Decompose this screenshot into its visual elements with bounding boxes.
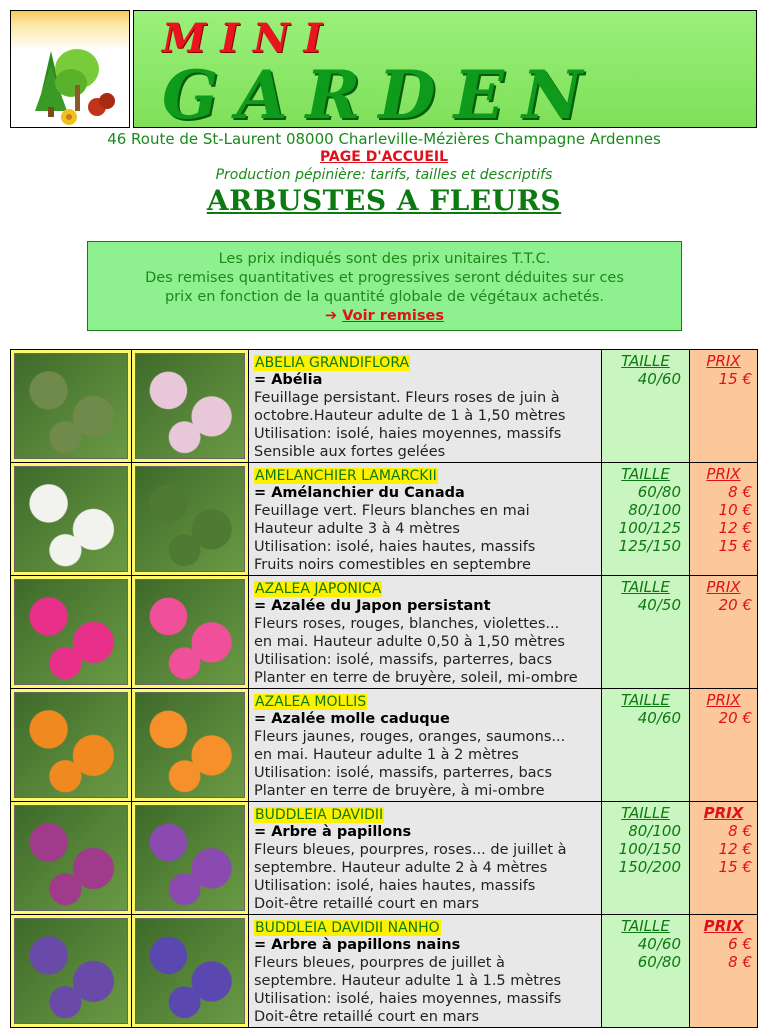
price-cell [689, 802, 757, 914]
notice-line-3: prix en fonction de la quantité globale de végétaux achetés. [164, 289, 605, 305]
product-detail-line: octobre.Hauteur adulte de 1 à 1,50 mètres [254, 408, 566, 424]
price-value: 10 € [718, 501, 752, 519]
product-detail-line: en mai. Hauteur adulte 1 à 2 mètres [254, 747, 519, 763]
price-header: PRIX [706, 578, 741, 596]
table-row [11, 915, 757, 1027]
product-description [248, 689, 601, 801]
product-photo[interactable] [14, 466, 128, 572]
product-photo-cell [131, 463, 248, 575]
size-value: 40/50 [637, 596, 681, 614]
price-value: 12 € [718, 840, 752, 858]
product-detail-line: Utilisation: isolé, haies hautes, massifs [254, 539, 536, 555]
size-value: 125/150 [618, 537, 681, 555]
price-value: 8 € [728, 483, 752, 501]
product-table [10, 349, 758, 1028]
product-description [248, 802, 601, 914]
product-common-name: = Arbre à papillons nains [254, 937, 461, 953]
product-detail-line: Doit-être retaillé court en mars [254, 896, 480, 912]
remises-link[interactable] [88, 307, 681, 326]
price-value: 15 € [718, 370, 752, 388]
product-photo[interactable] [14, 692, 128, 798]
product-detail-line: Utilisation: isolé, haies hautes, massifs [254, 878, 536, 894]
price-cell [689, 576, 757, 688]
table-row [11, 802, 757, 915]
size-value: 40/60 [637, 935, 681, 953]
address: 46 Route de St-Laurent 08000 Charleville-Mézières Champagne Ardennes [107, 130, 661, 148]
product-detail-line: Utilisation: isolé, haies moyennes, massifs [254, 991, 562, 1007]
price-value: 6 € [728, 935, 752, 953]
size-cell [601, 802, 689, 914]
price-value: 8 € [728, 953, 752, 971]
product-photo-cell [11, 915, 131, 1027]
product-latin-name: BUDDLEIA DAVIDII NANHO [255, 920, 440, 936]
price-cell [689, 463, 757, 575]
price-notice [87, 241, 682, 331]
product-photo[interactable] [14, 579, 128, 685]
remises-link-label[interactable]: Voir remises [342, 308, 444, 324]
product-detail-line: septembre. Hauteur adulte 2 à 4 mètres [254, 860, 548, 876]
product-description [248, 350, 601, 462]
product-common-name: = Abélia [254, 372, 323, 388]
price-header: PRIX [706, 691, 741, 709]
product-photo[interactable] [14, 918, 128, 1024]
size-value: 150/200 [618, 858, 681, 876]
product-detail-line: Fleurs bleues, pourpres, roses... de juillet à [254, 842, 567, 858]
size-header: TAILLE [621, 578, 670, 596]
price-value: 20 € [718, 709, 752, 727]
product-detail-line: Fleurs jaunes, rouges, oranges, saumons... [254, 729, 566, 745]
product-detail-line: Fleurs roses, rouges, blanches, violettes... [254, 616, 560, 632]
product-photo-cell [131, 802, 248, 914]
home-link[interactable]: PAGE D'ACCUEIL [319, 149, 449, 165]
product-common-name: = Azalée du Japon persistant [254, 598, 491, 614]
size-header: TAILLE [621, 917, 670, 935]
product-photo[interactable] [135, 466, 245, 572]
price-header: PRIX [703, 804, 744, 822]
table-row [11, 463, 757, 576]
product-latin-name: AZALEA JAPONICA [255, 581, 382, 597]
product-description [248, 915, 601, 1027]
table-row [11, 689, 757, 802]
product-description [248, 463, 601, 575]
size-header: TAILLE [621, 804, 670, 822]
size-cell [601, 915, 689, 1027]
price-value: 20 € [718, 596, 752, 614]
product-latin-name: AMELANCHIER LAMARCKII [255, 468, 437, 484]
product-photo[interactable] [135, 918, 245, 1024]
price-value: 15 € [718, 858, 752, 876]
product-photo-cell [11, 463, 131, 575]
logo-image[interactable] [10, 10, 130, 128]
product-detail-line: Feuillage vert. Fleurs blanches en mai [254, 503, 530, 519]
product-detail-line: Feuillage persistant. Fleurs roses de juin à [254, 390, 560, 406]
notice-line-1: Les prix indiqués sont des prix unitaires T.T.C. [218, 251, 551, 267]
product-detail-line: Hauteur adulte 3 à 4 mètres [254, 521, 460, 537]
product-common-name: = Arbre à papillons [254, 824, 412, 840]
production-subtitle: Production pépinière: tarifs, tailles et descriptifs [215, 167, 553, 183]
table-row [11, 576, 757, 689]
price-cell [689, 915, 757, 1027]
site-banner [133, 10, 757, 128]
product-photo-cell [11, 350, 131, 462]
size-value: 80/100 [628, 501, 681, 519]
product-photo-cell [131, 350, 248, 462]
product-detail-line: en mai. Hauteur adulte 0,50 à 1,50 mètres [254, 634, 565, 650]
price-cell [689, 350, 757, 462]
garden-logo-icon [11, 11, 129, 127]
product-photo[interactable] [135, 579, 245, 685]
product-detail-line: Planter en terre de bruyère, soleil, mi-ombre [254, 670, 578, 686]
logo-garden-text: GARDEN [162, 56, 601, 128]
price-header: PRIX [703, 917, 744, 935]
product-detail-line: Utilisation: isolé, haies moyennes, massifs [254, 426, 562, 442]
product-photo[interactable] [14, 353, 128, 459]
product-latin-name: BUDDLEIA DAVIDII [255, 807, 384, 823]
table-row [11, 350, 757, 463]
size-cell [601, 463, 689, 575]
size-value: 40/60 [637, 709, 681, 727]
price-value: 15 € [718, 537, 752, 555]
product-photo-cell [131, 689, 248, 801]
product-photo[interactable] [135, 353, 245, 459]
price-value: 8 € [728, 822, 752, 840]
product-photo[interactable] [135, 692, 245, 798]
product-latin-name: AZALEA MOLLIS [255, 694, 367, 710]
product-description [248, 576, 601, 688]
arrow-right-icon: ➔ [325, 308, 338, 324]
product-photo[interactable] [14, 805, 128, 911]
price-header: PRIX [706, 465, 741, 483]
size-cell [601, 576, 689, 688]
product-detail-line: Sensible aux fortes gelées [254, 444, 446, 460]
product-common-name: = Azalée molle caduque [254, 711, 450, 727]
product-photo-cell [11, 689, 131, 801]
size-header: TAILLE [621, 691, 670, 709]
product-detail-line: Planter en terre de bruyère, à mi-ombre [254, 783, 545, 799]
product-photo-cell [131, 576, 248, 688]
size-cell [601, 350, 689, 462]
page-title: ARBUSTES A FLEURS [206, 184, 562, 217]
size-value: 60/80 [637, 483, 681, 501]
size-value: 40/60 [637, 370, 681, 388]
product-common-name: = Amélanchier du Canada [254, 485, 465, 501]
size-header: TAILLE [621, 465, 670, 483]
size-value: 100/125 [618, 519, 681, 537]
size-cell [601, 689, 689, 801]
size-value: 60/80 [637, 953, 681, 971]
product-detail-line: septembre. Hauteur adulte 1 à 1.5 mètres [254, 973, 562, 989]
product-photo[interactable] [135, 805, 245, 911]
price-cell [689, 689, 757, 801]
product-detail-line: Fruits noirs comestibles en septembre [254, 557, 531, 573]
price-value: 12 € [718, 519, 752, 537]
product-detail-line: Doit-être retaillé court en mars [254, 1009, 480, 1025]
size-value: 100/150 [618, 840, 681, 858]
logo-mini-text: MINI [162, 15, 337, 62]
product-detail-line: Fleurs bleues, pourpres de juillet à [254, 955, 505, 971]
product-detail-line: Utilisation: isolé, massifs, parterres, bacs [254, 765, 553, 781]
product-detail-line: Utilisation: isolé, massifs, parterres, bacs [254, 652, 553, 668]
product-photo-cell [11, 802, 131, 914]
notice-line-2: Des remises quantitatives et progressives seront déduites sur ces [145, 270, 624, 286]
product-photo-cell [131, 915, 248, 1027]
product-latin-name: ABELIA GRANDIFLORA [255, 355, 410, 371]
size-value: 80/100 [628, 822, 681, 840]
product-photo-cell [11, 576, 131, 688]
price-header: PRIX [706, 352, 741, 370]
size-header: TAILLE [621, 352, 670, 370]
